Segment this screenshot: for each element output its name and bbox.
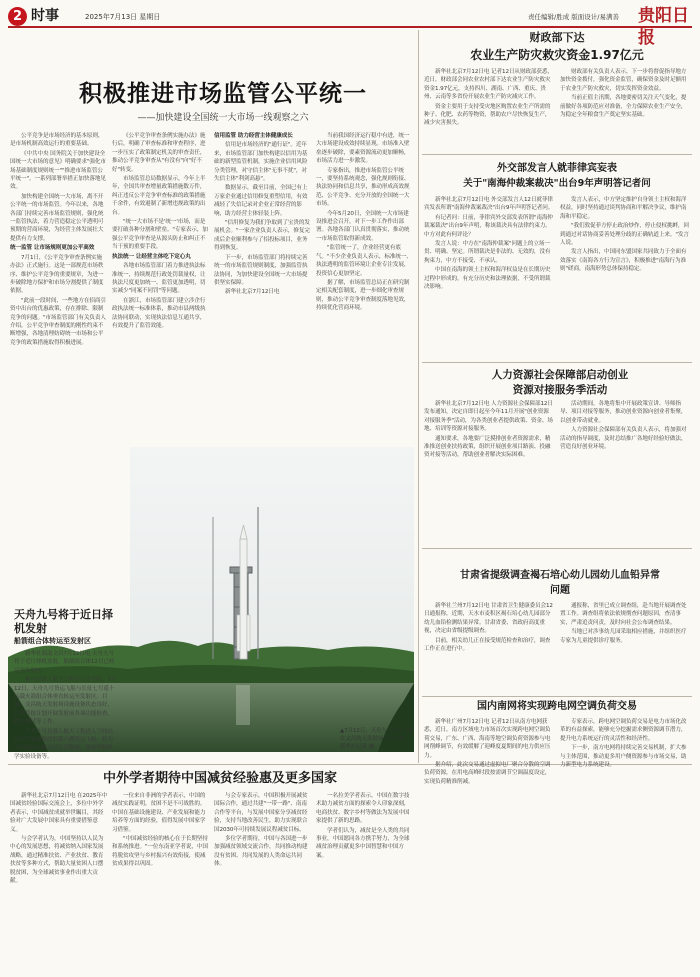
divider-right-4 (422, 696, 692, 697)
paragraph: 《公平竞争审查条例实施办法》施行后，明确了审查标准和审查程序，进一步压实了政策制定机关的审查责任，推动公平竞争审查从"有没有"向"好不好"转变。 (112, 133, 206, 173)
paragraph: 与会专家表示，中国积极开展减贫国际合作，通过共建"一带一路"、南南合作等平台，与发展中国家分享减贫经验，支持当地改善民生，助力实现联合国2030年可持续发展议程减贫目标。 (214, 793, 308, 833)
launch-subheadline: 船箭组合体转运至发射区 (14, 637, 91, 645)
lead-column-2 (112, 132, 209, 444)
hr-headline: 人力资源社会保障部启动创业资源对接服务季活动 (491, 369, 629, 396)
paragraph: 新华社北京7月12日电 人力资源社会保障部12日发布通知，决定自即日起至今年11月开展"创业资源对接服务季"活动，为各类创业者提供政策、资金、场地、培训等资源对接服务。 (424, 401, 553, 433)
dateline: 新华社北京7月12日电 (225, 289, 280, 296)
section-heading: 执法统一 让经营主体吃下定心丸 (112, 253, 191, 260)
paragraph: 各地市场监管部门着力推进执法标准统一，持续规范行政处罚裁量权，让执法尺度更加统一、监管更加透明，切实减少"同案不同罚"等问题。 (112, 263, 206, 295)
bottom-column-4 (316, 792, 414, 970)
paragraph: 《中共中央 国务院关于加快建设全国统一大市场的意见》明确要求"强化市场基础制度规则统一""推进市场监管公平统一"。一系列部署举措正加快落地见效。 (10, 150, 106, 191)
paragraph: 有记者问：日前，菲律宾外交部发表所谓"南海仲裁案裁决"出台9年声明，称该裁决具有法律约束力。中方对此有何评论？ (424, 214, 553, 238)
paragraph: 新华社广州7月12日电 记者12日从南方电网获悉，近日，南方区域电力市场首次实现跨电网空调负荷交易，广东、广西、海南等地空调负荷资源参与电网削峰调节，有效缓解了迎峰度夏期间的电力供应压力。 (424, 719, 551, 759)
paragraph: 多位学者期待，中国与各国进一步加强减贫领域交流合作，共同推动构建没有贫困、共同发展的人类命运共同体。 (214, 836, 308, 868)
paragraph: 发言人表示，中方坚定维护自身领土主权和海洋权益，同时坚持通过谈判协商和平解决争议，维护南海和平稳定。 (560, 197, 687, 220)
paragraph: 公平竞争是市场经济的基本原则，是市场机制高效运行的重要基础。 (10, 133, 104, 148)
paragraph: "信用修复为我们争取到了宝贵的发展机会。"一家企业负责人表示，修复完成后企业顺利参与了招投标项目，业务得到恢复。 (214, 220, 310, 252)
hr-column-1 (424, 400, 554, 546)
paragraph: 市场监管总局数据显示，今年上半年，全国共审查增量政策措施数万件，纠正违反公平竞争审查标准的政策措施千余件，有效遏制了新增违规政策的出台。 (112, 176, 206, 216)
divider-right-2 (422, 362, 692, 363)
lead-column-1 (10, 132, 107, 444)
finance-headline: 农业生产防灾救灾资金1.97亿元 (470, 48, 644, 62)
paragraph: 信用是市场经济的"通行证"。近年来，市场监管部门加快构建以信用为基础的新型监管机制，实施企业信用风险分类管理，对守信主体"无事不扰"，对失信主体"利剑高悬"。 (214, 142, 308, 183)
paragraph: 当地已对涉事幼儿园采取相应措施，并组织医疗专家为儿童提供诊疗服务。 (560, 629, 687, 644)
newspaper-logo: 贵阳日报 (638, 6, 689, 48)
bottom-column-3 (214, 792, 312, 970)
paragraph: "中国减贫经验的核心在于长期坚持和系统推进。"一位东南亚学者说，中国将脱贫攻坚与乡村振兴有效衔接，使减贫成果得以巩固。 (112, 836, 208, 868)
paragraph: 下一步，市场监管部门将持续完善统一的市场监管规则制度，加强监管执法协同，为加快建设全国统一大市场提供坚实保障。 (214, 254, 308, 286)
gansu-column-1 (424, 602, 554, 694)
column-divider-main (418, 30, 419, 763)
paragraph: 新华社海南文昌7月12日电 天舟九号将于近日择机发射，船箭组合体12日已转运至发射区。 (14, 651, 115, 674)
grid-column-2 (560, 718, 690, 970)
mfa-kicker: 外交部发言人就菲律宾妄表 (497, 163, 617, 174)
paragraph: "统一大市场不是'统一'市场，而是要打破各种分割和壁垒。"专家表示，加强公平竞争审查是从源头防止和纠正不当干预的重要手段。 (112, 219, 208, 251)
issue-date: 2025年7月13日 星期日 (85, 13, 161, 21)
paragraph: 学者们认为，减贫是全人类的共同事业，中国愿同各方携手努力，为全球减贫治理贡献更多中国智慧和中国方案。 (316, 827, 410, 859)
bottom-headline: 中外学者期待中国减贫经验惠及更多国家 (102, 771, 337, 786)
paragraph: 专家指出，推进市场监管公平统一，要坚持系统观念，强化规则衔接、执法协同和信息共享，推动形成高效规范、公平竞争、充分开放的全国统一大市场。 (316, 167, 410, 208)
paragraph: 新华社兰州7月12日电 甘肃省卫生健康委员会12日通报称，近期，天水市麦积区褐石培心幼儿园部分幼儿血铅检测结果异常。甘肃省委、省政府高度重视，决定由省级提级调查。 (424, 603, 553, 635)
paragraph: 与会学者认为，中国坚持以人民为中心的发展思想，将减贫纳入国家发展战略，通过精准扶贫、产业扶贫、教育扶贫等多种方式，帮助大量贫困人口摆脱贫困，为全球减贫事业作出重大贡献。 (10, 836, 104, 885)
paragraph: 下一步，南方电网将持续完善交易机制，扩大参与主体范围，推动更多用户侧资源参与市场交易，助力新型电力系统建设。 (560, 745, 687, 769)
mfa-column-1 (424, 196, 554, 360)
paragraph: 发言人说：中方在"南海仲裁案"问题上的立场一贯、明确、坚定。所谓裁决是非法的、无效的，没有拘束力，中方不接受、不承认。 (424, 241, 551, 264)
section-heading: 统一监管 让市场规则更加公平高效 (10, 245, 95, 252)
hr-column-2 (560, 400, 690, 546)
paragraph: 据中国载人航天工程办公室介绍，7月12日，天舟九号货运飞船与长征七号遥十运载火箭组合体垂直转运至发射区。目前，文昌航天发射场设施设备状态良好，后续将按计划开展发射前各项功能检查、联合测试等工作。 (14, 677, 117, 726)
paragraph: 通知要求，各地要广泛摸排创业者资源需求，精准推送创业扶持政策，组织开展创业项目路演、投融资对接等活动，帮助创业者解决实际困难。 (424, 435, 551, 459)
paragraph: 目前，相关幼儿正在接受规范检查和治疗，调查工作正在进行中。 (424, 637, 551, 653)
paragraph: "我们敦促菲方停止政治炒作，停止侵权挑衅，回到通过对话协商妥善处理分歧的正确轨道上来。"发言人说。 (560, 223, 689, 247)
paragraph: 加快构建全国统一大市场，离不开公平统一的市场监管。今年以来，各地各部门持续完善市场监管规则，强化统一监管执法，着力营造稳定公平透明可预期的营商环境，为经营主体发展壮大提供有力支撑。 (10, 193, 104, 242)
page-number-badge: 2 (8, 7, 27, 26)
lead-subheadline: ——加快建设全国统一大市场一线观察之六 (137, 113, 309, 123)
launch-headline: 天舟九号将于近日择机发射 (14, 608, 113, 635)
paragraph: 专家表示，跨电网空调负荷交易是电力市场化改革的有益探索，能够充分挖掘需求侧资源调节潜力，提升电力系统运行的灵活性和经济性。 (560, 719, 687, 742)
paragraph: 一名拉美学者表示，中国在数字技术助力减贫方面的探索令人印象深刻，电商扶贫、数字乡村等做法为发展中国家提供了新的思路。 (316, 793, 410, 825)
paragraph: 据介绍，此次交易通过虚拟电厂聚合分散的空调负荷资源，在用电高峰时段按需调节空调温度设定，实现负荷精准削减。 (424, 762, 551, 785)
lead-column-3 (214, 132, 311, 444)
paragraph: 中国在南海的领土主权和海洋权益是在长期历史过程中形成的，有充分历史和法理依据，不受所谓裁决影响。 (424, 267, 551, 291)
paragraph: "监管统一了，企业经营更有底气。"不少企业负责人表示，标准统一、执法透明的监管环境让企业专注发展，投资信心更加坚定。 (316, 245, 412, 277)
paragraph: 7月1日，《公平竞争审查条例实施办法》正式施行。这是一部规范市场秩序、维护公平竞争的重要规章，为进一步破除地方保护和市场分割提供了制度依据。 (10, 254, 104, 295)
paragraph: 在浙江，市场监管部门建立涉企行政执法统一标准体系，推动市县两级执法协同联动，实现执法信息互通共享，有效提升了监管效能。 (112, 297, 206, 329)
bottom-column-1 (10, 792, 108, 970)
paragraph: 数据显示，截至目前，全国已有上万家企业通过信用修复重塑信用，有效减轻了失信记录对企业正常经营的影响，助力经营主体轻装上阵。 (214, 185, 308, 217)
section-name: 时事 (31, 8, 59, 24)
finance-column-1 (424, 68, 554, 152)
paragraph: 新华社北京7月12日电 在2025年中国减贫经验国际交流会上，多位中外学者表示，中国减贫成就举世瞩目，其经验对广大发展中国家具有重要借鉴意义。 (10, 793, 108, 833)
editor-credits: 责任编辑/胜成 版面设计/易满善 (528, 13, 619, 21)
paragraph: 发言人指出，中国同东盟国家共同致力于全面有效落实《南海各方行为宣言》，积极推进"南海行为准则"磋商，南海形势总体保持稳定。 (560, 249, 687, 273)
finance-column-2 (560, 68, 690, 152)
gansu-headline: 甘肃省提级调查褐石培心幼儿园幼儿血铅异常问题 (460, 570, 660, 596)
divider-right-3 (422, 548, 692, 549)
grid-headline: 国内南网将实现跨电网空调负荷交易 (477, 701, 637, 712)
paragraph: 新华社北京7月12日电 记者12日从财政部获悉，近日，财政部会同农业农村部下达农业生产防灾救灾资金1.97亿元，支持四川、湖南、广西、重庆、贵州、云南等多省份开展农业生产防灾减灾工作。 (424, 69, 553, 101)
paragraph: 新华社北京7月12日电 外交部发言人12日就菲律宾发表所谓"南海仲裁案裁决"出台9年声明答记者问。 (424, 197, 554, 212)
gansu-column-2 (560, 602, 690, 694)
photo-caption: ▲7月12日，天舟九号货运飞船在文昌航天发射场点火发射。新华社记者 摄 (340, 728, 414, 750)
bottom-column-2 (112, 792, 210, 970)
launch-article (14, 650, 117, 762)
grid-column-1 (424, 718, 554, 970)
mfa-column-2 (560, 196, 690, 360)
section-heading: 信用监管 助力经营主体健康成长 (214, 133, 293, 139)
lead-headline: 积极推进市场监管公平统一 (79, 81, 367, 107)
paragraph: 通报称，省里已成立调查组，赴当地开展调查处置工作。调查组将依法依规彻查问题原因，查清事实，严肃追责问责，及时向社会公布调查结果。 (560, 603, 687, 626)
paragraph: 当前我国经济运行稳中有进，统一大市场建设成效持续显现。市场准入壁垒逐步破除，要素资源流动更加顺畅，市场活力进一步激发。 (316, 133, 410, 165)
paragraph: 活动期间，各地将集中开展政策宣讲、导师指导、项目对接等服务，推动创业资源向创业者集聚，以创业带动就业。 (560, 401, 687, 424)
mfa-headline: 关于"南海仲裁案裁决"出台9年声明答记者问 (463, 178, 651, 189)
paragraph: 据了解，市场监管总局正在研究制定相关配套制度，进一步细化审查规则，推动公平竞争审查制度落地见效，持续优化营商环境。 (316, 279, 410, 312)
paragraph: "此前一段时间，一些地方在招商引资中出台的优惠政策，存在排除、限制竞争的问题。"市场监管部门有关负责人介绍，公平竞争审查制度的刚性约束不断增强，各地清理妨碍统一市场和公平竞争的政策措施取得积极进展。 (10, 297, 106, 346)
paragraph: 资金主要用于支持受灾地区购置农业生产所需的种子、化肥、农药等物资，帮助农户尽快恢复生产，减少灾害损失。 (424, 103, 551, 127)
paragraph: 当前正值主汛期，各地要密切关注天气变化，提前做好各项防范应对准备，全力保障农业生产安全，为稳定全年粮食生产奠定坚实基础。 (560, 95, 687, 119)
divider-right-1 (422, 154, 692, 155)
paragraph: 人力资源社会保障部有关负责人表示，将加强对活动的指导调度，及时总结推广各地好经验好做法，营造良好创业环境。 (560, 427, 687, 451)
paragraph: 一位来自非洲的学者表示，中国的减贫实践证明，贫困不是不可战胜的。中国在基础设施建设、产业发展和能力培养等方面的经验，值得发展中国家学习借鉴。 (112, 793, 206, 833)
paragraph: 财政部有关负责人表示，下一步将督促指导地方加快资金拨付，强化资金监管，确保资金及时足额用于农业生产防灾救灾，切实发挥资金效益。 (560, 69, 687, 92)
lead-column-4 (316, 132, 414, 444)
paragraph: 今年5月20日，全国统一大市场建设推进会召开，对下一步工作作出部署。各地各部门认真贯彻落实，推动统一市场监管取得新成效。 (316, 210, 410, 242)
paragraph: 天舟九号是载人航天工程进入空间站应用与发展阶段的第六艘货运飞船，将为空间站运送航天员生活物资、推进剂和科学实验设备等。 (14, 728, 113, 760)
finance-kicker: 财政部下达 (529, 31, 585, 44)
